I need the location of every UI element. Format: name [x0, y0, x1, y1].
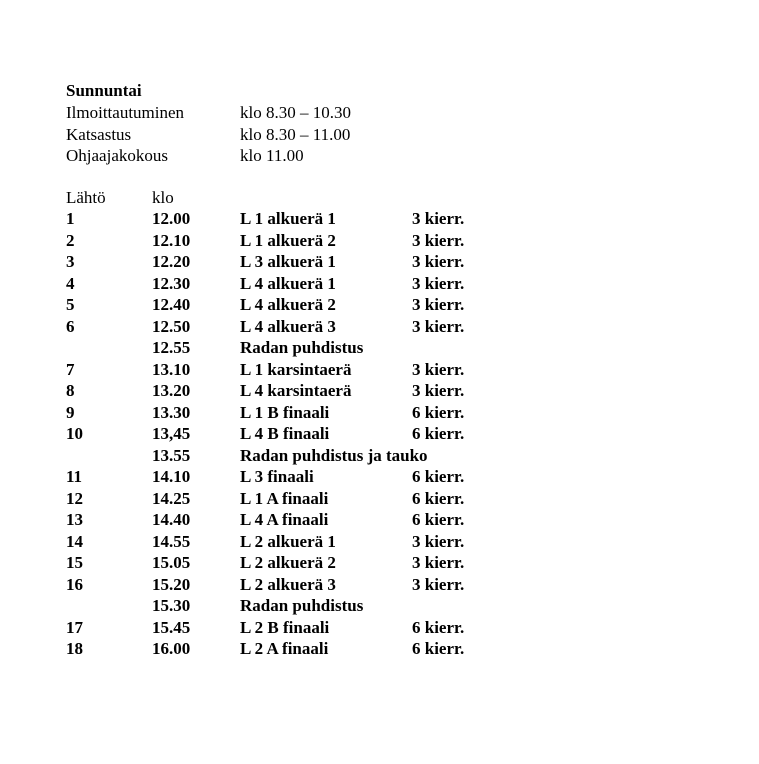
- lap-count: 6 kierr.: [412, 488, 465, 508]
- info-label: Katsastus: [66, 124, 132, 144]
- schedule-row: [66, 466, 746, 488]
- start-number: 9: [66, 402, 75, 422]
- day-title: Sunnuntai: [66, 81, 142, 100]
- spacer: [66, 167, 746, 187]
- schedule-row: [66, 402, 746, 424]
- schedule-row: [66, 552, 746, 574]
- event-name: L 2 alkuerä 1: [240, 531, 336, 551]
- event-name: Radan puhdistus ja tauko: [240, 445, 428, 465]
- schedule-row: [66, 337, 746, 359]
- schedule-row: [66, 531, 746, 553]
- lap-count: 3 kierr.: [412, 252, 465, 271]
- start-time: 12.30: [152, 273, 191, 293]
- lap-count: 3 kierr.: [412, 574, 465, 594]
- start-time: 16.00: [152, 639, 191, 658]
- start-time: 13.30: [152, 402, 191, 422]
- lap-count: 6 kierr.: [412, 402, 465, 422]
- event-name: L 2 alkuerä 2: [240, 553, 336, 572]
- event-name: L 2 A finaali: [240, 639, 329, 658]
- start-time: 13.10: [152, 359, 191, 379]
- lap-count: 3 kierr.: [412, 273, 465, 293]
- lap-count: 3 kierr.: [412, 316, 465, 336]
- start-number: 12: [66, 488, 83, 508]
- lap-count: 3 kierr.: [412, 209, 465, 228]
- schedule-row: [66, 617, 746, 639]
- start-time: 15.05: [152, 553, 191, 572]
- start-time: 13.55: [152, 445, 191, 465]
- lap-count: 6 kierr.: [412, 617, 465, 637]
- event-name: Radan puhdistus: [240, 596, 364, 615]
- start-time: 12.00: [152, 209, 191, 228]
- start-number: 1: [66, 209, 75, 228]
- start-number: 2: [66, 230, 75, 250]
- event-name: L 1 alkuerä 1: [240, 209, 336, 228]
- schedule-row: [66, 595, 746, 617]
- lap-count: 3 kierr.: [412, 295, 465, 314]
- schedule-row: [66, 251, 746, 273]
- schedule-row: [66, 423, 746, 445]
- schedule-row: [66, 445, 746, 467]
- start-number: 18: [66, 639, 83, 658]
- start-time: 12.55: [152, 338, 191, 357]
- start-time: 14.55: [152, 531, 191, 551]
- schedule-header: [66, 187, 746, 209]
- schedule-row: [66, 208, 746, 230]
- start-number: 14: [66, 531, 83, 551]
- start-time: 15.45: [152, 617, 191, 637]
- lap-count: 6 kierr.: [412, 510, 465, 529]
- event-name: L 4 alkuerä 1: [240, 273, 336, 293]
- start-number: 7: [66, 359, 75, 379]
- event-name: L 4 B finaali: [240, 424, 330, 443]
- start-time: 15.20: [152, 574, 191, 594]
- schedule-row: [66, 380, 746, 402]
- start-time: 14.40: [152, 510, 191, 529]
- start-number: 16: [66, 574, 83, 594]
- event-name: L 1 B finaali: [240, 402, 330, 422]
- start-number: 10: [66, 424, 83, 443]
- event-name: L 2 alkuerä 3: [240, 574, 336, 594]
- schedule-row: [66, 638, 746, 660]
- event-name: L 1 alkuerä 2: [240, 230, 336, 250]
- start-number: 11: [66, 467, 83, 486]
- info-value: klo 8.30 – 10.30: [240, 103, 351, 122]
- info-row: [66, 124, 746, 146]
- start-time: 12.40: [152, 295, 191, 314]
- schedule-row: [66, 488, 746, 510]
- lap-count: 3 kierr.: [412, 230, 465, 250]
- start-number: 5: [66, 295, 75, 314]
- event-name: L 2 B finaali: [240, 617, 330, 637]
- info-label: Ilmoittautuminen: [66, 103, 185, 122]
- schedule-row: [66, 509, 746, 531]
- schedule-row: [66, 574, 746, 596]
- start-time: 15.30: [152, 596, 191, 615]
- info-row: [66, 145, 746, 167]
- start-number: 15: [66, 553, 83, 572]
- start-number: 8: [66, 381, 75, 400]
- event-name: L 4 alkuerä 2: [240, 295, 336, 314]
- start-number: 4: [66, 273, 75, 293]
- document-page: [66, 80, 746, 660]
- event-name: L 4 A finaali: [240, 510, 329, 529]
- time-column-header: klo: [152, 187, 174, 207]
- start-time: 12.10: [152, 230, 191, 250]
- event-name: L 1 karsintaerä: [240, 359, 352, 379]
- event-name: L 4 karsintaerä: [240, 381, 352, 400]
- event-name: L 1 A finaali: [240, 488, 329, 508]
- start-time: 12.20: [152, 252, 191, 271]
- start-column-header: Lähtö: [66, 187, 106, 207]
- start-time: 14.25: [152, 488, 191, 508]
- event-name: L 3 alkuerä 1: [240, 252, 336, 271]
- info-value: klo 11.00: [240, 146, 304, 165]
- start-number: 17: [66, 617, 83, 637]
- lap-count: 3 kierr.: [412, 381, 465, 400]
- info-row: [66, 102, 746, 124]
- start-time: 13.20: [152, 381, 191, 400]
- schedule-row: [66, 316, 746, 338]
- start-number: 6: [66, 316, 75, 336]
- start-time: 12.50: [152, 316, 191, 336]
- event-name: L 3 finaali: [240, 467, 314, 486]
- lap-count: 6 kierr.: [412, 467, 465, 486]
- lap-count: 3 kierr.: [412, 553, 465, 572]
- info-value: klo 8.30 – 11.00: [240, 124, 351, 144]
- schedule-row: [66, 294, 746, 316]
- event-name: Radan puhdistus: [240, 338, 364, 357]
- lap-count: 3 kierr.: [412, 359, 465, 379]
- start-number: 13: [66, 510, 83, 529]
- schedule-table: [66, 208, 746, 660]
- schedule-row: [66, 359, 746, 381]
- start-time: 14.10: [152, 467, 191, 486]
- lap-count: 6 kierr.: [412, 639, 465, 658]
- lap-count: 6 kierr.: [412, 424, 465, 443]
- schedule-row: [66, 230, 746, 252]
- info-label: Ohjaajakokous: [66, 146, 168, 165]
- start-number: 3: [66, 252, 75, 271]
- event-name: L 4 alkuerä 3: [240, 316, 336, 336]
- start-time: 13,45: [152, 424, 191, 443]
- lap-count: 3 kierr.: [412, 531, 465, 551]
- schedule-row: [66, 273, 746, 295]
